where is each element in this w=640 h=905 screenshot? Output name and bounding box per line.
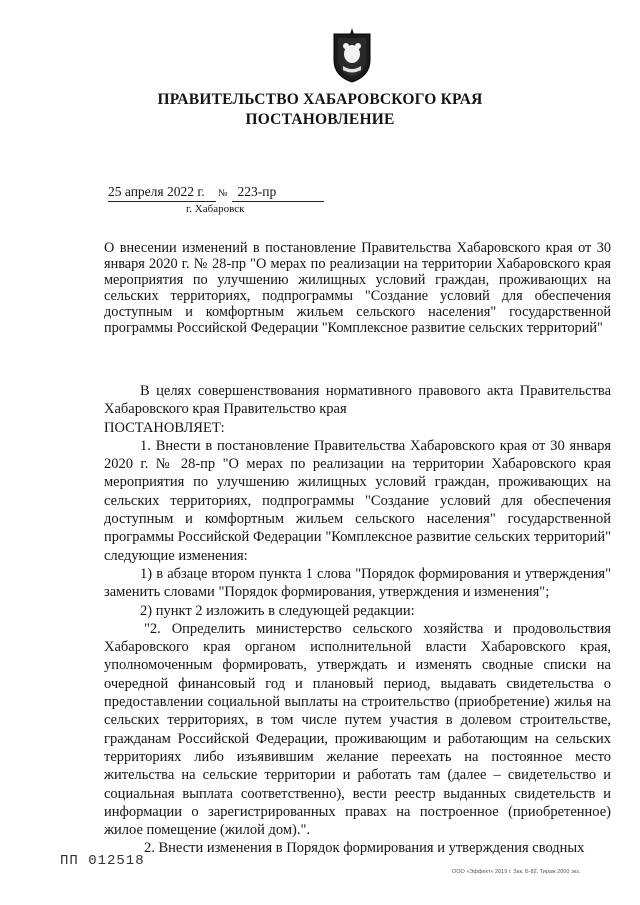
decree-number: 223-пр bbox=[232, 184, 324, 202]
serial-number: ПП 012518 bbox=[60, 853, 145, 869]
paragraph-1: 1. Внести в постановление Правительства Хабаровского края от 30 января 2020 г. № 28-пр "О мерах по реализации на территории Хабаровского края мероприятия по улучшению жилищных условий граждан, проживающих на сельских территориях, подпрограммы "Создание условий для обеспечения доступным и комфортным жильем сельского населения" государственной программы Российской Федерации "Комплексное развитие сельских территорий" следующие изменения: bbox=[104, 437, 611, 564]
printer-imprint: ООО «Эффект» 2019 г. Зак. Б-82. Тираж 2000 экз. bbox=[452, 869, 581, 875]
coat-of-arms-emblem bbox=[330, 28, 374, 84]
date-number-line bbox=[108, 184, 324, 202]
paragraph-2: 2. Внести изменения в Порядок формирования и утверждения сводных bbox=[144, 840, 585, 857]
paragraph-1-item-1: 1) в абзаце втором пункта 1 слова "Порядок формирования и утверждения" заменить словами "Порядок формирования, утверждения и изменения"; bbox=[104, 565, 611, 601]
paragraph-1-item-2-quote: "2. Определить министерство сельского хозяйства и продовольствия Хабаровского края органом исполнительной власти Хабаровского края, уполномоченным формировать, утверждать и изменять сводные списки на очередной финансовый год и плановый период, выдавать свидетельства о предоставлении социальной выплаты на строительство (приобретение) жилья на сельских территориях, в том числе путем участия в долевом строительстве, гражданам Российской Федерации, проживающим и работающим на сельских территориях либо изъявившим желание переехать на постоянное место жительства на сельские территории и работать там (далее – свидетельство и социальная выплата соответственно), вести реестр выданных свидетельств и информации о зарегистрированных правах на построенное (приобретенное) жилое помещение (жилой дом).". bbox=[104, 620, 611, 839]
city-label: г. Хабаровск bbox=[186, 203, 245, 215]
decree-body bbox=[104, 382, 611, 858]
paragraph-1-item-2: 2) пункт 2 изложить в следующей редакции: bbox=[140, 602, 415, 619]
decree-subject: О внесении изменений в постановление Правительства Хабаровского края от 30 января 2020 г. № 28-пр "О мерах по реализации на территории Хабаровского края мероприятия по улучшению жилищных условий граждан, проживающих на сельских территориях, подпрограммы "Создание условий для обеспечения доступным и комфортным жильем сельского населения" государственной программы Российской Федерации "Комплексное развитие сельских территорий" bbox=[104, 240, 611, 336]
intro-paragraph: В целях совершенствования нормативного правового акта Правительства Хабаровского края Правительство края bbox=[104, 383, 611, 418]
resolves-label: ПОСТАНОВЛЯЕТ: bbox=[104, 419, 225, 436]
government-title: ПРАВИТЕЛЬСТВО ХАБАРОВСКОГО КРАЯ bbox=[157, 91, 483, 108]
decree-date: 25 апреля 2022 г. bbox=[108, 184, 216, 202]
number-sign: № bbox=[218, 188, 228, 199]
document-type-title: ПОСТАНОВЛЕНИЕ bbox=[245, 111, 395, 128]
